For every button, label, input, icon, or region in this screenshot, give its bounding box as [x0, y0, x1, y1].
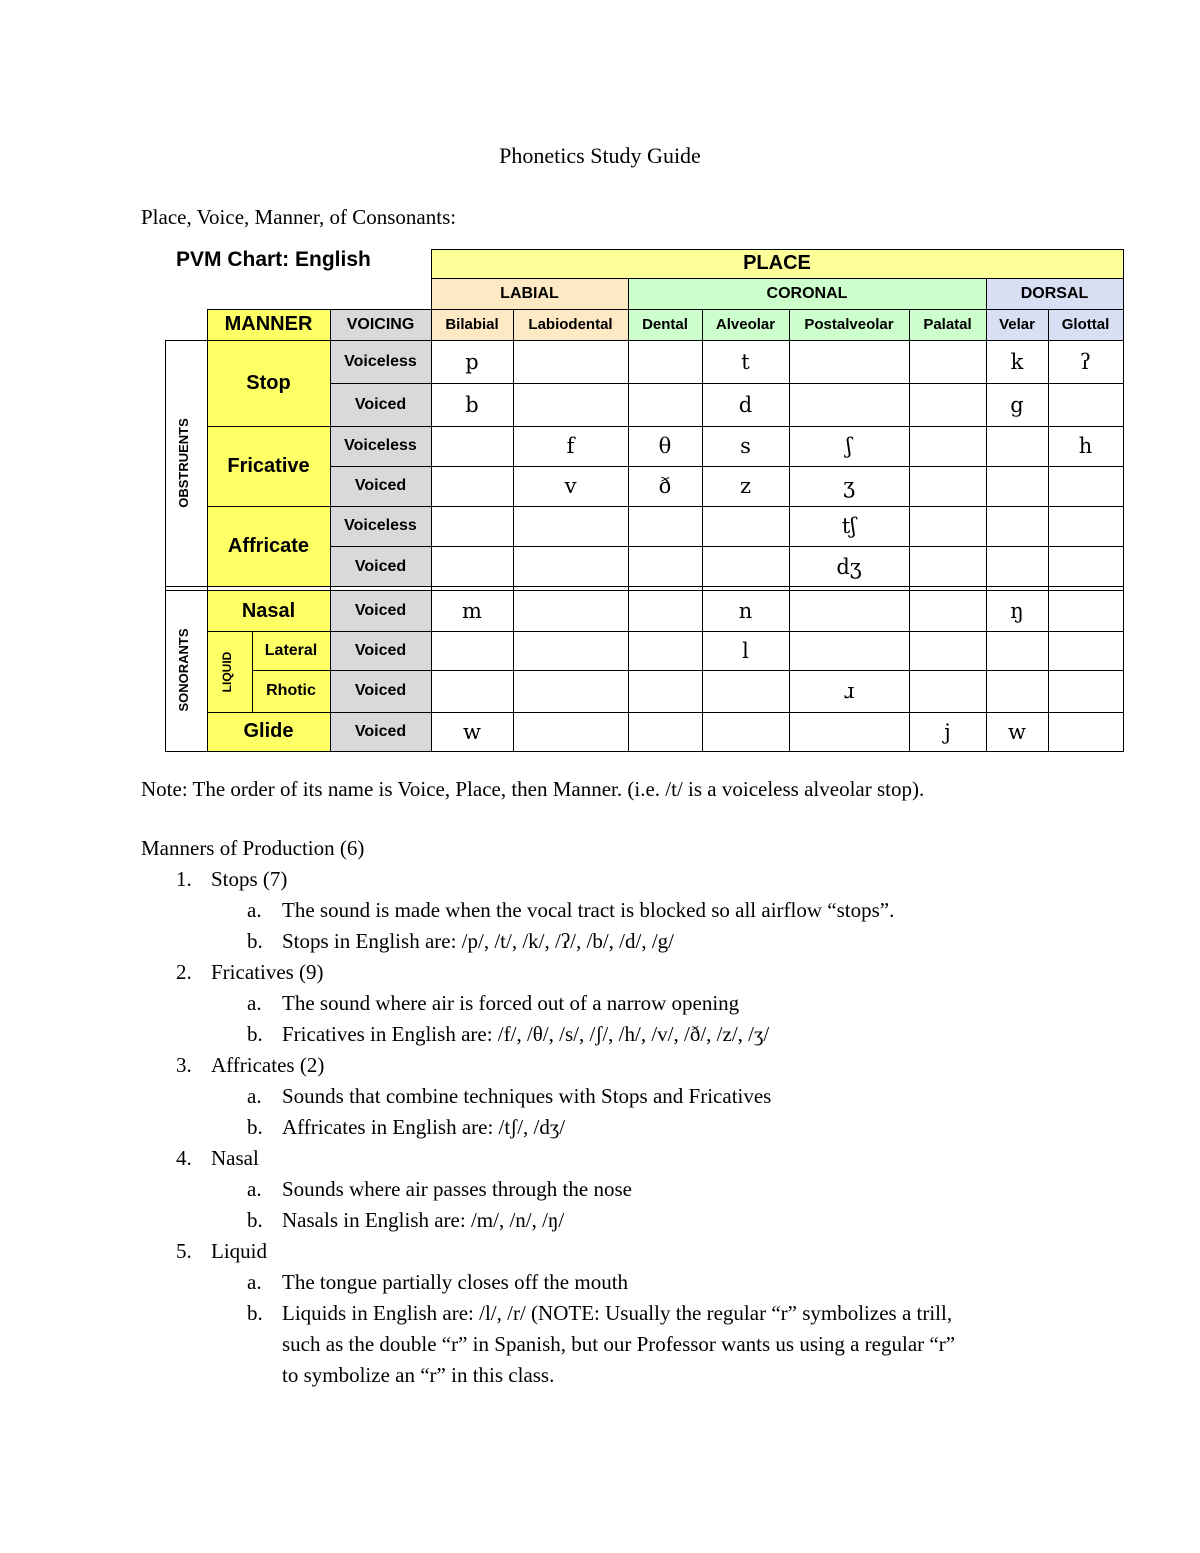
- empty-cell: [1048, 591, 1123, 631]
- list-item-number: 4.: [176, 1146, 192, 1170]
- empty-cell: [628, 383, 702, 426]
- grid-line: [165, 586, 1124, 587]
- list-item-text: Sounds where air passes through the nose: [282, 1177, 632, 1201]
- manners-heading: Manners of Production (6): [141, 836, 365, 860]
- empty-cell: [628, 340, 702, 383]
- grid-line: [1048, 309, 1049, 752]
- ipa-symbol: s: [740, 434, 751, 458]
- list-item-text-continued: such as the double “r” in Spanish, but our Professor wants us using a regular “r”: [282, 1332, 956, 1356]
- voicing-cell: Voiced: [330, 670, 431, 712]
- ipa-symbol: j: [944, 719, 951, 744]
- sublist-marker: b.: [247, 1208, 263, 1232]
- list-item-number: 5.: [176, 1239, 192, 1263]
- empty-cell: [986, 631, 1048, 670]
- empty-cell: [628, 631, 702, 670]
- grid-line: [1123, 249, 1124, 752]
- column-header-glottal: Glottal: [1048, 309, 1123, 340]
- empty-cell: [789, 712, 909, 751]
- empty-cell: [986, 466, 1048, 506]
- list-item-text-continued: to symbolize an “r” in this class.: [282, 1363, 555, 1387]
- list-item-label: Affricates (2): [211, 1053, 325, 1077]
- sublist-marker: a.: [247, 1084, 262, 1108]
- note-text: Note: The order of its name is Voice, Place, then Manner. (i.e. /t/ is a voiceless alveolar stop).: [141, 777, 925, 801]
- voicing-cell: Voiced: [330, 546, 431, 587]
- sublist-marker: b.: [247, 1022, 263, 1046]
- ipa-symbol: f: [566, 434, 575, 458]
- grid-line: [330, 309, 331, 340]
- sublist-marker: a.: [247, 898, 262, 922]
- grid-line: [431, 309, 432, 752]
- grid-line: [165, 590, 1124, 591]
- ipa-symbol: w: [1008, 719, 1026, 744]
- ipa-symbol: n: [738, 599, 753, 623]
- empty-cell: [1048, 631, 1123, 670]
- grid-line: [628, 309, 629, 752]
- column-header-velar: Velar: [986, 309, 1048, 340]
- manner-fricative: Fricative: [207, 426, 330, 506]
- pvm-chart: [0, 0, 1200, 760]
- ipa-symbol: m: [462, 599, 482, 623]
- grid-line: [207, 340, 208, 752]
- empty-cell: [628, 670, 702, 712]
- list-item-label: Liquid: [211, 1239, 267, 1263]
- empty-cell: [431, 546, 513, 587]
- chart-title: PVM Chart: English: [176, 248, 371, 271]
- voicing-cell: Voiceless: [330, 506, 431, 546]
- manner-header: MANNER: [207, 309, 330, 340]
- empty-cell: [986, 426, 1048, 466]
- list-item-text: Liquids in English are: /l/, /r/ (NOTE: Usually the regular “r” symbolizes a trill,: [282, 1301, 953, 1325]
- empty-cell: [789, 631, 909, 670]
- empty-cell: [431, 426, 513, 466]
- grid-line: [330, 546, 1124, 547]
- place-header: PLACE: [431, 249, 1123, 278]
- empty-cell: [513, 712, 628, 751]
- empty-cell: [789, 383, 909, 426]
- empty-cell: [513, 670, 628, 712]
- grid-line: [702, 309, 703, 752]
- empty-cell: [513, 631, 628, 670]
- list-item-text: The sound where air is forced out of a narrow opening: [282, 991, 740, 1015]
- empty-cell: [431, 506, 513, 546]
- section-subhead: Place, Voice, Manner, of Consonants:: [141, 205, 457, 229]
- ipa-symbol: h: [1078, 434, 1093, 458]
- manner-affricate: Affricate: [207, 506, 330, 587]
- voicing-cell: Voiced: [330, 466, 431, 506]
- sublist-marker: a.: [247, 1177, 262, 1201]
- column-header-palatal: Palatal: [909, 309, 986, 340]
- grid-line: [513, 309, 514, 752]
- manner-rhotic: Rhotic: [252, 670, 330, 712]
- empty-cell: [702, 506, 789, 546]
- empty-cell: [909, 466, 986, 506]
- voicing-cell: Voiced: [330, 631, 431, 670]
- empty-cell: [909, 546, 986, 587]
- empty-cell: [789, 340, 909, 383]
- voicing-header: VOICING: [330, 309, 431, 340]
- empty-cell: [909, 426, 986, 466]
- grid-line: [986, 309, 987, 752]
- ipa-symbol: p: [465, 349, 479, 374]
- page-title: Phonetics Study Guide: [499, 143, 701, 168]
- ipa-symbol: z: [739, 474, 752, 498]
- empty-cell: [431, 631, 513, 670]
- column-header-alveolar: Alveolar: [702, 309, 789, 340]
- empty-cell: [702, 712, 789, 751]
- grid-line: [165, 340, 166, 752]
- column-header-bilabial: Bilabial: [431, 309, 513, 340]
- list-item-text: Nasals in English are: /m/, /n/, /ŋ/: [282, 1208, 565, 1232]
- grid-line: [909, 309, 910, 752]
- ipa-symbol: w: [463, 719, 481, 744]
- empty-cell: [628, 591, 702, 631]
- empty-cell: [1048, 383, 1123, 426]
- sublist-marker: a.: [247, 991, 262, 1015]
- empty-cell: [513, 591, 628, 631]
- empty-cell: [1048, 670, 1123, 712]
- empty-cell: [1048, 712, 1123, 751]
- grid-line: [207, 506, 1124, 507]
- sublist-marker: b.: [247, 1301, 263, 1325]
- empty-cell: [702, 670, 789, 712]
- grid-line: [330, 383, 1124, 384]
- voicing-cell: Voiced: [330, 712, 431, 751]
- empty-cell: [909, 670, 986, 712]
- list-item-label: Stops (7): [211, 867, 288, 891]
- grid-line: [252, 670, 1124, 671]
- ipa-symbol: dʒ: [836, 554, 862, 579]
- grid-line: [207, 426, 1124, 427]
- ipa-symbol: ʃ: [846, 434, 852, 458]
- grid-line: [628, 278, 629, 309]
- empty-cell: [986, 670, 1048, 712]
- ipa-symbol: k: [1010, 349, 1024, 374]
- group-header-coronal: CORONAL: [628, 278, 986, 309]
- empty-cell: [513, 546, 628, 587]
- empty-cell: [986, 506, 1048, 546]
- empty-cell: [909, 383, 986, 426]
- list-item-label: Fricatives (9): [211, 960, 324, 984]
- grid-line: [986, 278, 987, 309]
- grid-line: [431, 278, 1124, 279]
- column-header-labiodental: Labiodental: [513, 309, 628, 340]
- ipa-symbol: ʒ: [843, 474, 855, 498]
- voicing-cell: Voiced: [330, 591, 431, 631]
- list-item-label: Nasal: [211, 1146, 259, 1170]
- ipa-symbol: t: [741, 349, 750, 374]
- empty-cell: [909, 591, 986, 631]
- ipa-symbol: ɹ: [843, 679, 855, 703]
- voicing-cell: Voiceless: [330, 340, 431, 383]
- ipa-symbol: ð: [658, 474, 672, 498]
- ipa-symbol: g: [1010, 392, 1024, 417]
- list-item-number: 2.: [176, 960, 192, 984]
- ipa-symbol: θ: [658, 434, 672, 458]
- sublist-marker: b.: [247, 1115, 263, 1139]
- grid-line: [789, 309, 790, 752]
- sonorants-label: SONORANTS: [176, 628, 191, 712]
- ipa-symbol: l: [742, 638, 749, 663]
- empty-cell: [628, 712, 702, 751]
- ipa-symbol: ʔ: [1079, 349, 1092, 374]
- empty-cell: [789, 591, 909, 631]
- ipa-symbol: d: [738, 392, 753, 417]
- column-header-postalveolar: Postalveolar: [789, 309, 909, 340]
- empty-cell: [986, 546, 1048, 587]
- empty-cell: [431, 670, 513, 712]
- list-item-number: 3.: [176, 1053, 192, 1077]
- empty-cell: [909, 340, 986, 383]
- grid-line: [165, 340, 1124, 341]
- grid-line: [252, 631, 253, 712]
- manner-nasal: Nasal: [207, 591, 330, 631]
- empty-cell: [513, 506, 628, 546]
- list-item-text: The tongue partially closes off the mouth: [282, 1270, 629, 1294]
- ipa-symbol: v: [564, 474, 577, 498]
- grid-line: [431, 249, 1124, 250]
- empty-cell: [513, 383, 628, 426]
- empty-cell: [431, 466, 513, 506]
- list-item-text: Stops in English are: /p/, /t/, /k/, /ʔ/, /b/, /d/, /g/: [282, 929, 674, 953]
- grid-line: [207, 309, 208, 340]
- manner-lateral: Lateral: [252, 631, 330, 670]
- ipa-symbol: b: [465, 392, 479, 417]
- column-header-dental: Dental: [628, 309, 702, 340]
- empty-cell: [1048, 466, 1123, 506]
- voicing-cell: Voiced: [330, 383, 431, 426]
- liquid-label: LIQUID: [220, 651, 234, 693]
- empty-cell: [909, 506, 986, 546]
- group-header-labial: LABIAL: [431, 278, 628, 309]
- empty-cell: [909, 631, 986, 670]
- list-item-text: Fricatives in English are: /f/, /θ/, /s/, /ʃ/, /h/, /v/, /ð/, /z/, /ʒ/: [282, 1022, 770, 1046]
- empty-cell: [513, 340, 628, 383]
- empty-cell: [628, 546, 702, 587]
- grid-line: [207, 712, 1124, 713]
- empty-cell: [1048, 506, 1123, 546]
- list-item-text: Affricates in English are: /tʃ/, /dʒ/: [282, 1115, 566, 1139]
- voicing-cell: Voiceless: [330, 426, 431, 466]
- list-item-text: The sound is made when the vocal tract is blocked so all airflow “stops”.: [282, 898, 895, 922]
- manner-stop: Stop: [207, 340, 330, 426]
- list-item-text: Sounds that combine techniques with Stops and Fricatives: [282, 1084, 772, 1108]
- grid-line: [165, 751, 1124, 752]
- sublist-marker: b.: [247, 929, 263, 953]
- ipa-symbol: ŋ: [1010, 599, 1024, 623]
- manner-glide: Glide: [207, 712, 330, 751]
- group-header-dorsal: DORSAL: [986, 278, 1123, 309]
- empty-cell: [702, 546, 789, 587]
- empty-cell: [628, 506, 702, 546]
- sublist-marker: a.: [247, 1270, 262, 1294]
- grid-line: [330, 466, 1124, 467]
- obstruents-label: OBSTRUENTS: [176, 418, 191, 508]
- list-item-number: 1.: [176, 867, 192, 891]
- empty-cell: [1048, 546, 1123, 587]
- grid-line: [207, 631, 1124, 632]
- ipa-symbol: tʃ: [841, 514, 857, 538]
